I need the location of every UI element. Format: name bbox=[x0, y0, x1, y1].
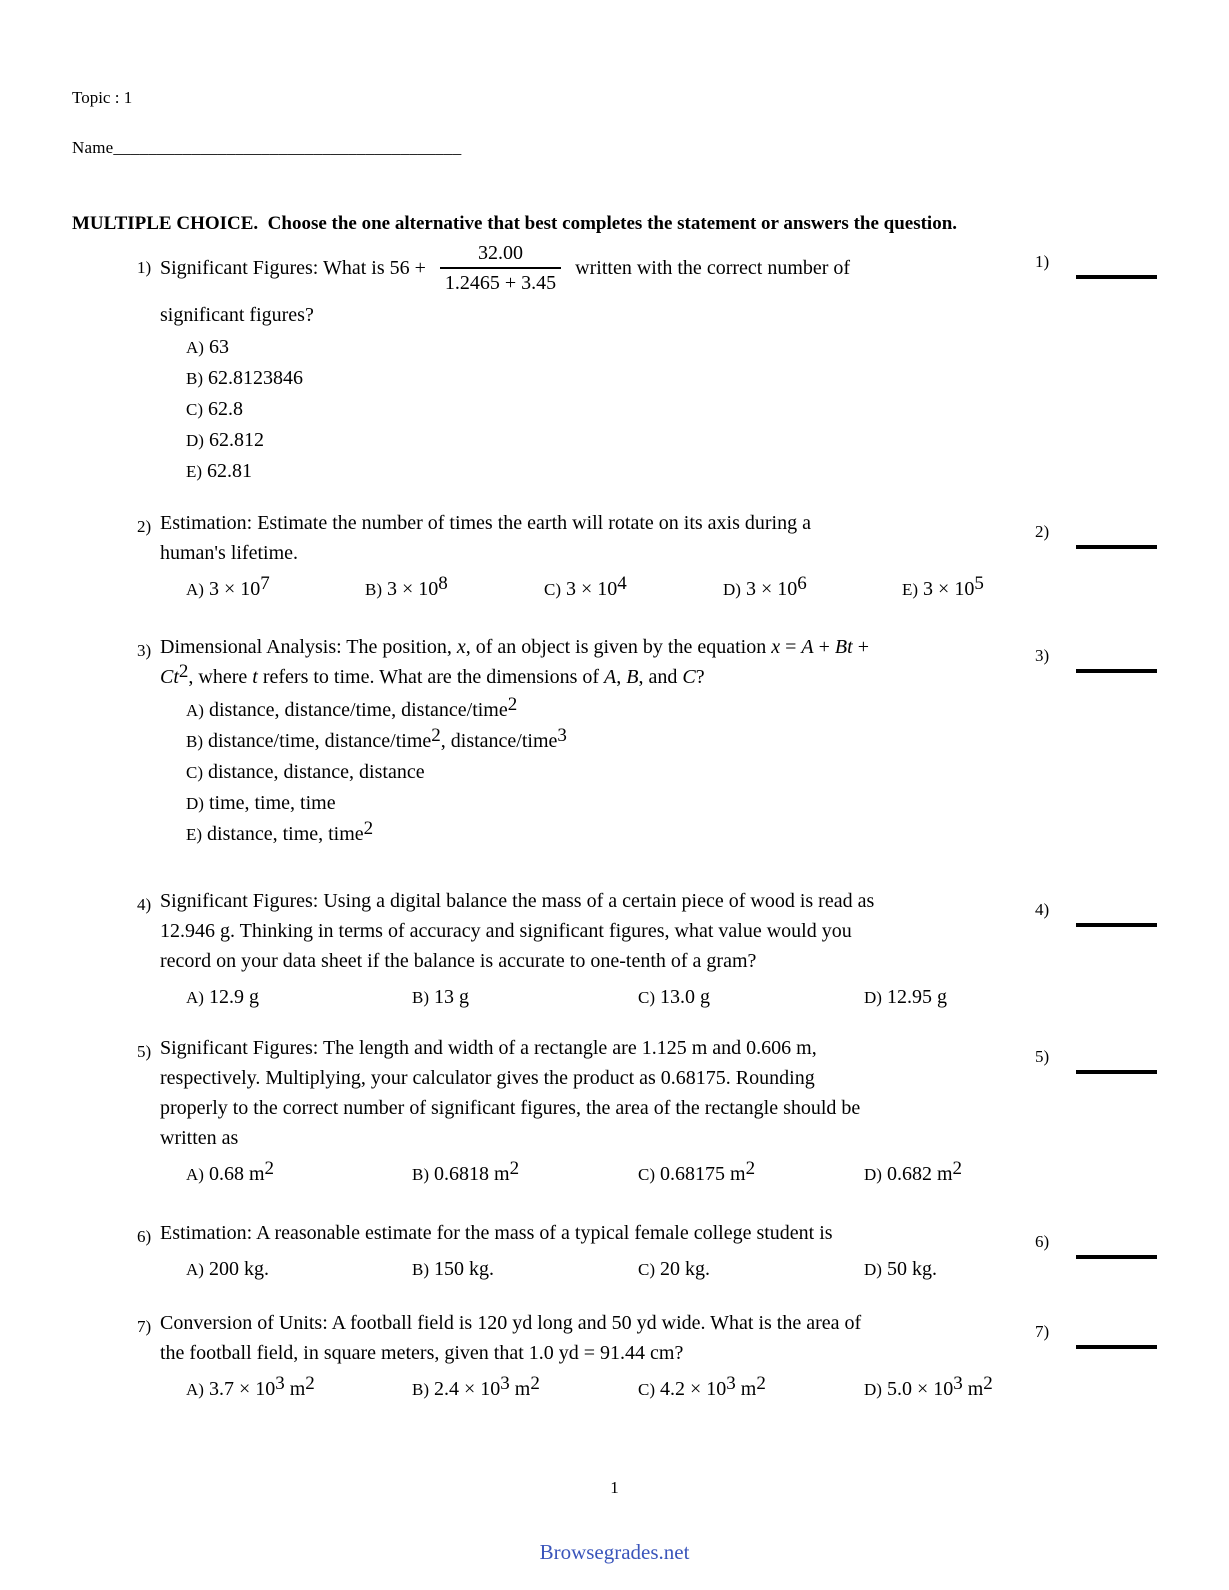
choice bbox=[186, 1254, 412, 1285]
choice-text: 3 × 106 bbox=[745, 573, 807, 600]
multiple-choice-instructions: MULTIPLE CHOICE. Choose the one alternative that best completes the statement or answers the question. bbox=[72, 213, 958, 234]
choice-text: time, time, time bbox=[208, 792, 336, 814]
question-2 bbox=[0, 508, 1229, 605]
choice-text: distance/time, distance/time2, distance/time3 bbox=[208, 725, 567, 752]
choice-text: 63 bbox=[208, 336, 229, 358]
fraction-denominator: 1.2465 + 3.45 bbox=[440, 267, 561, 297]
choice bbox=[186, 982, 412, 1013]
question-text-line: Ct2, where t refers to time. What are the dimensions of A, B, and C? bbox=[160, 661, 705, 688]
choice bbox=[186, 456, 1040, 487]
choice-text: 13.0 g bbox=[660, 986, 710, 1008]
choice bbox=[638, 1159, 864, 1190]
choice-text: distance, time, time2 bbox=[207, 818, 374, 845]
choice-label: A) bbox=[186, 338, 204, 357]
choice-label: D) bbox=[864, 1165, 882, 1184]
question-5 bbox=[0, 1033, 1229, 1190]
choice bbox=[864, 982, 947, 1013]
answer-number: 7) bbox=[1035, 1322, 1050, 1341]
choice-label: A) bbox=[186, 1260, 204, 1279]
answer-slot-7 bbox=[1035, 1322, 1049, 1342]
question-text-line: 12.946 g. Thinking in terms of accuracy and significant figures, what value would you bbox=[160, 920, 852, 942]
choice-label: C) bbox=[638, 1260, 655, 1279]
question-text-line: Dimensional Analysis: The position, x, of an object is given by the equation x = A + Bt + bbox=[160, 636, 869, 658]
answer-blank-line bbox=[1076, 669, 1157, 673]
answer-blank-line bbox=[1076, 1070, 1157, 1074]
choice-text: 3 × 105 bbox=[923, 573, 984, 600]
question-number: 2) bbox=[137, 517, 152, 536]
choice-label: A) bbox=[186, 701, 204, 720]
choice-label: A) bbox=[186, 1165, 204, 1184]
choice bbox=[864, 1374, 993, 1405]
answer-blank-line bbox=[1076, 545, 1157, 549]
choice bbox=[186, 788, 1040, 819]
choice bbox=[186, 1374, 412, 1405]
choice bbox=[186, 394, 1040, 425]
choices bbox=[186, 1159, 1040, 1190]
choice-label: A) bbox=[186, 988, 204, 1007]
choice-label: B) bbox=[412, 988, 429, 1007]
choice-label: E) bbox=[902, 580, 919, 599]
choice bbox=[638, 1254, 864, 1285]
answer-number: 3) bbox=[1035, 646, 1050, 665]
question-number: 5) bbox=[137, 1042, 152, 1061]
choice-text: 3 × 108 bbox=[387, 573, 448, 600]
answer-number: 2) bbox=[1035, 522, 1050, 541]
question-number: 1) bbox=[137, 258, 152, 277]
question-7 bbox=[0, 1308, 1229, 1405]
choice bbox=[864, 1159, 962, 1190]
choice bbox=[544, 574, 723, 605]
choice-label: C) bbox=[186, 400, 203, 419]
answer-slot-1 bbox=[1035, 252, 1049, 272]
choice-label: B) bbox=[412, 1165, 429, 1184]
question-text-line: significant figures? bbox=[160, 304, 314, 326]
question-number: 3) bbox=[137, 641, 152, 660]
choice bbox=[864, 1254, 937, 1285]
choice bbox=[186, 1159, 412, 1190]
choice-label: B) bbox=[365, 580, 382, 599]
choice-text: 3.7 × 103 m2 bbox=[208, 1373, 315, 1400]
choice-text: 3 × 107 bbox=[208, 573, 270, 600]
choice bbox=[412, 1254, 638, 1285]
choice bbox=[186, 332, 1040, 363]
choice-text: 2.4 × 103 m2 bbox=[434, 1373, 540, 1400]
footer bbox=[0, 1540, 1229, 1565]
choice bbox=[186, 695, 1040, 726]
question-text-line: respectively. Multiplying, your calculator gives the product as 0.68175. Rounding bbox=[160, 1067, 815, 1089]
choice-text: 50 kg. bbox=[886, 1258, 937, 1280]
choice-text: 3 × 104 bbox=[566, 573, 627, 600]
answer-slot-2 bbox=[1035, 522, 1049, 542]
choice-label: A) bbox=[186, 580, 204, 599]
question-text-line: properly to the correct number of significant figures, the area of the rectangle should be bbox=[160, 1097, 861, 1119]
choice-text: 62.8 bbox=[208, 398, 243, 420]
choice bbox=[186, 726, 1040, 757]
choice bbox=[412, 1374, 638, 1405]
choices bbox=[186, 982, 1040, 1013]
choice-text: 0.68175 m2 bbox=[660, 1158, 756, 1185]
answer-blank-line bbox=[1076, 1345, 1157, 1349]
choice bbox=[902, 574, 984, 605]
name-field bbox=[72, 138, 461, 158]
name-label: Name bbox=[72, 138, 114, 157]
choice-text: 4.2 × 103 m2 bbox=[660, 1373, 766, 1400]
fraction bbox=[440, 239, 561, 297]
choice-label: D) bbox=[864, 1380, 882, 1399]
choice bbox=[638, 982, 864, 1013]
question-text-line: Estimation: A reasonable estimate for the mass of a typical female college student is bbox=[160, 1222, 833, 1244]
choice-text: 62.812 bbox=[208, 429, 264, 451]
choice-text: 0.6818 m2 bbox=[434, 1158, 520, 1185]
choice-text: 20 kg. bbox=[660, 1258, 710, 1280]
answer-number: 1) bbox=[1035, 252, 1050, 271]
choice-label: B) bbox=[412, 1260, 429, 1279]
choice-text: 200 kg. bbox=[208, 1258, 269, 1280]
answer-slot-3 bbox=[1035, 646, 1049, 666]
choice bbox=[365, 574, 544, 605]
choice-text: 62.81 bbox=[207, 460, 253, 482]
choice bbox=[638, 1374, 864, 1405]
answer-slot-4 bbox=[1035, 900, 1049, 920]
choice-label: C) bbox=[638, 988, 655, 1007]
choice-label: A) bbox=[186, 1380, 204, 1399]
choices bbox=[186, 695, 1040, 850]
choice-text: distance, distance, distance bbox=[208, 761, 425, 783]
choice-text: 12.9 g bbox=[208, 986, 259, 1008]
question-number: 4) bbox=[137, 895, 152, 914]
choice-label: C) bbox=[186, 763, 203, 782]
choice bbox=[412, 982, 638, 1013]
choice bbox=[186, 819, 1040, 850]
choices bbox=[186, 1374, 1040, 1405]
question-text-line: Significant Figures: The length and width of a rectangle are 1.125 m and 0.606 m, bbox=[160, 1037, 817, 1059]
choices bbox=[186, 1254, 1040, 1285]
question-text-line: Significant Figures: What is 56 + $\frac{32.00}{1.2465 + 3.45}$ written with the correct number of bbox=[160, 236, 1040, 300]
choice-label: D) bbox=[186, 794, 204, 813]
choice-label: D) bbox=[186, 431, 204, 450]
choice-text: 12.95 g bbox=[886, 986, 947, 1008]
answer-slot-5 bbox=[1035, 1047, 1049, 1067]
choice-label: E) bbox=[186, 825, 203, 844]
choice-label: D) bbox=[864, 1260, 882, 1279]
choice-label: C) bbox=[638, 1380, 655, 1399]
page-number: 1 bbox=[610, 1478, 619, 1497]
choice-text: 0.682 m2 bbox=[886, 1158, 963, 1185]
answer-blank-line bbox=[1076, 923, 1157, 927]
question-text-line: human's lifetime. bbox=[160, 542, 299, 564]
fraction-numerator: 32.00 bbox=[478, 242, 524, 264]
choice-text: 62.8123846 bbox=[208, 367, 303, 389]
choice-label: B) bbox=[186, 369, 203, 388]
choice bbox=[723, 574, 902, 605]
choice-label: E) bbox=[186, 462, 203, 481]
choice-label: D) bbox=[723, 580, 741, 599]
choice bbox=[186, 363, 1040, 394]
choice bbox=[412, 1159, 638, 1190]
question-3 bbox=[0, 632, 1229, 850]
choice bbox=[186, 574, 365, 605]
choice bbox=[186, 757, 1040, 788]
question-6 bbox=[0, 1218, 1229, 1285]
question-text-line: written as bbox=[160, 1127, 239, 1149]
choice bbox=[186, 425, 1040, 456]
choice-label: C) bbox=[638, 1165, 655, 1184]
choice-text: 150 kg. bbox=[434, 1258, 494, 1280]
answer-number: 5) bbox=[1035, 1047, 1050, 1066]
answer-blank-line bbox=[1076, 275, 1157, 279]
choices bbox=[186, 574, 1040, 605]
choice-label: B) bbox=[412, 1380, 429, 1399]
choice-text: distance, distance/time, distance/time2 bbox=[208, 694, 518, 721]
question-text-line: Conversion of Units: A football field is 120 yd long and 50 yd wide. What is the area of bbox=[160, 1312, 862, 1334]
topic-label: Topic : 1 bbox=[72, 88, 133, 107]
choice-text: 5.0 × 103 m2 bbox=[886, 1373, 993, 1400]
choices bbox=[186, 332, 1040, 487]
question-number: 6) bbox=[137, 1227, 152, 1246]
question-text-line: Significant Figures: Using a digital balance the mass of a certain piece of wood is read as bbox=[160, 890, 875, 912]
question-text-line: record on your data sheet if the balance is accurate to one-tenth of a gram? bbox=[160, 950, 757, 972]
choice-label: D) bbox=[864, 988, 882, 1007]
question-text-line: Estimation: Estimate the number of times the earth will rotate on its axis during a bbox=[160, 512, 811, 534]
browsegrades-link[interactable]: Browsegrades.net bbox=[539, 1540, 690, 1564]
choice-label: B) bbox=[186, 732, 203, 751]
question-4 bbox=[0, 886, 1229, 1013]
answer-slot-6 bbox=[1035, 1232, 1049, 1252]
answer-number: 6) bbox=[1035, 1232, 1050, 1251]
name-blank-line: ________________________________________ bbox=[113, 138, 462, 157]
answer-number: 4) bbox=[1035, 900, 1050, 919]
question-number: 7) bbox=[137, 1317, 152, 1336]
question-1 bbox=[0, 236, 1229, 487]
choice-label: C) bbox=[544, 580, 561, 599]
answer-blank-line bbox=[1076, 1255, 1157, 1259]
choice-text: 13 g bbox=[434, 986, 469, 1008]
question-text-line: the football field, in square meters, given that 1.0 yd = 91.44 cm? bbox=[160, 1342, 684, 1364]
choice-text: 0.68 m2 bbox=[208, 1158, 275, 1185]
